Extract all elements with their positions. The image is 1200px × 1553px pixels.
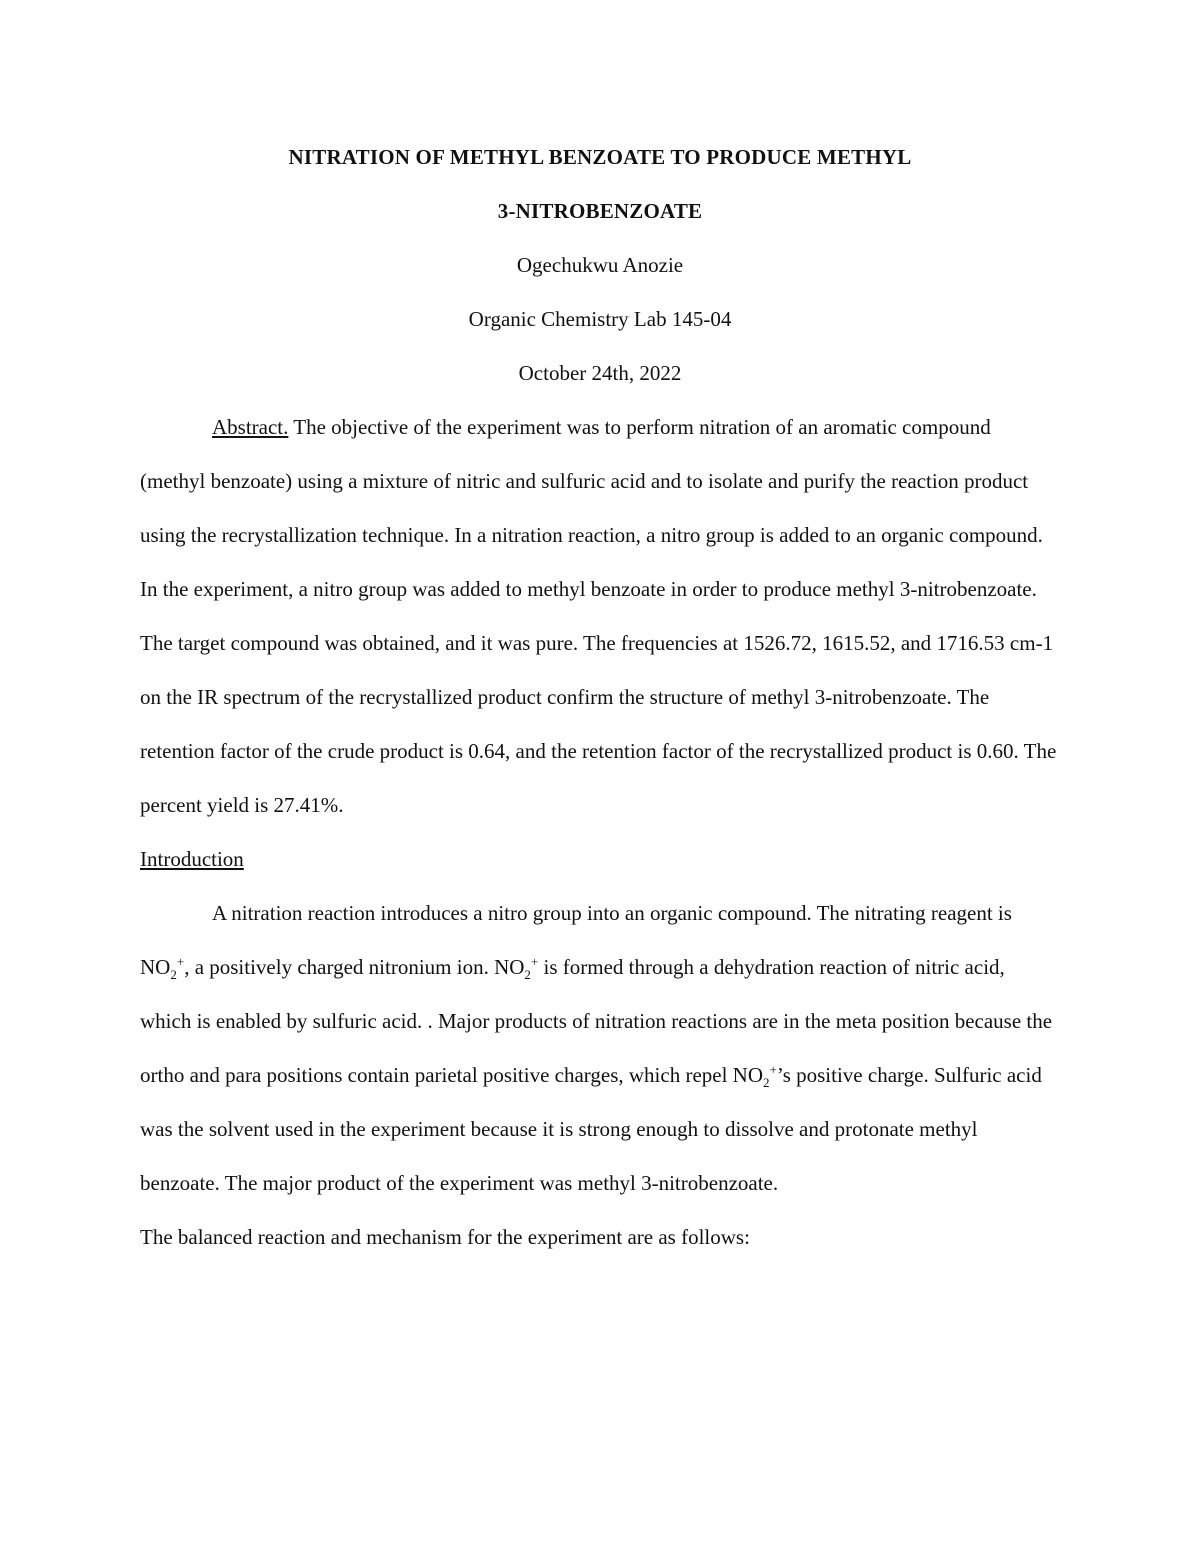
document-body <box>140 130 1060 1264</box>
intro-sub-3: 2 <box>763 1075 770 1091</box>
course-name: Organic Chemistry Lab 145-04 <box>468 307 732 331</box>
report-date: October 24th, 2022 <box>518 361 682 385</box>
abstract-paragraph <box>140 400 1060 832</box>
intro-text-1: A nitration reaction introduces a nitro group into an organic compound. The nitrating reagent is NO <box>140 901 1012 979</box>
abstract-label: Abstract. <box>212 415 289 439</box>
intro-sub-1: 2 <box>170 967 177 983</box>
introduction-paragraph <box>140 886 1060 1210</box>
abstract-text: The objective of the experiment was to perform nitration of an aromatic compound (methyl benzoate) using a mixture of nitric and sulfuric acid and to isolate and purify the reaction product using the recrystallization technique. In a nitration reaction, a nitro group is added to an organic compound. In the experiment, a nitro group was added to methyl benzoate in order to produce methyl 3-nitrobenzoate. The target compound was obtained, and it was pure. The frequencies at 1526.72, 1615.52, and 1716.53 cm-1 on the IR spectrum of the recrystallized product confirm the structure of methyl 3-nitrobenzoate. The retention factor of the crude product is 0.64, and the retention factor of the recrystallized product is 0.60. The percent yield is 27.41%. <box>140 415 1057 817</box>
title-line-1: NITRATION OF METHYL BENZOATE TO PRODUCE METHYL <box>288 145 912 169</box>
intro-text-2: , a positively charged nitronium ion. NO <box>184 955 525 979</box>
intro-sub-2: 2 <box>524 967 531 983</box>
intro-text-4: ’s positive charge. Sulfuric acid was the solvent used in the experiment because it is strong enough to dissolve and protonate methyl benzoate. The major product of the experiment was methyl 3-nitrobenzoate. <box>140 1063 1042 1195</box>
intro-sup-3: + <box>769 1062 777 1077</box>
intro-sup-2: + <box>530 954 539 969</box>
author-name: Ogechukwu Anozie <box>516 253 684 277</box>
intro-text-3: is formed through a dehydration reaction of nitric acid, which is enabled by sulfuric acid. . Major products of nitration reactions are in the meta position because the ortho and para positions contain parietal positive charges, which repel NO <box>140 955 1053 1087</box>
introduction-heading-text: Introduction <box>140 847 244 871</box>
intro-sup-1: + <box>176 954 185 969</box>
title-line-2: 3-NITROBENZOATE <box>497 199 703 223</box>
reaction-intro-sentence: The balanced reaction and mechanism for the experiment are as follows: <box>140 1225 750 1249</box>
introduction-heading <box>140 832 1060 886</box>
